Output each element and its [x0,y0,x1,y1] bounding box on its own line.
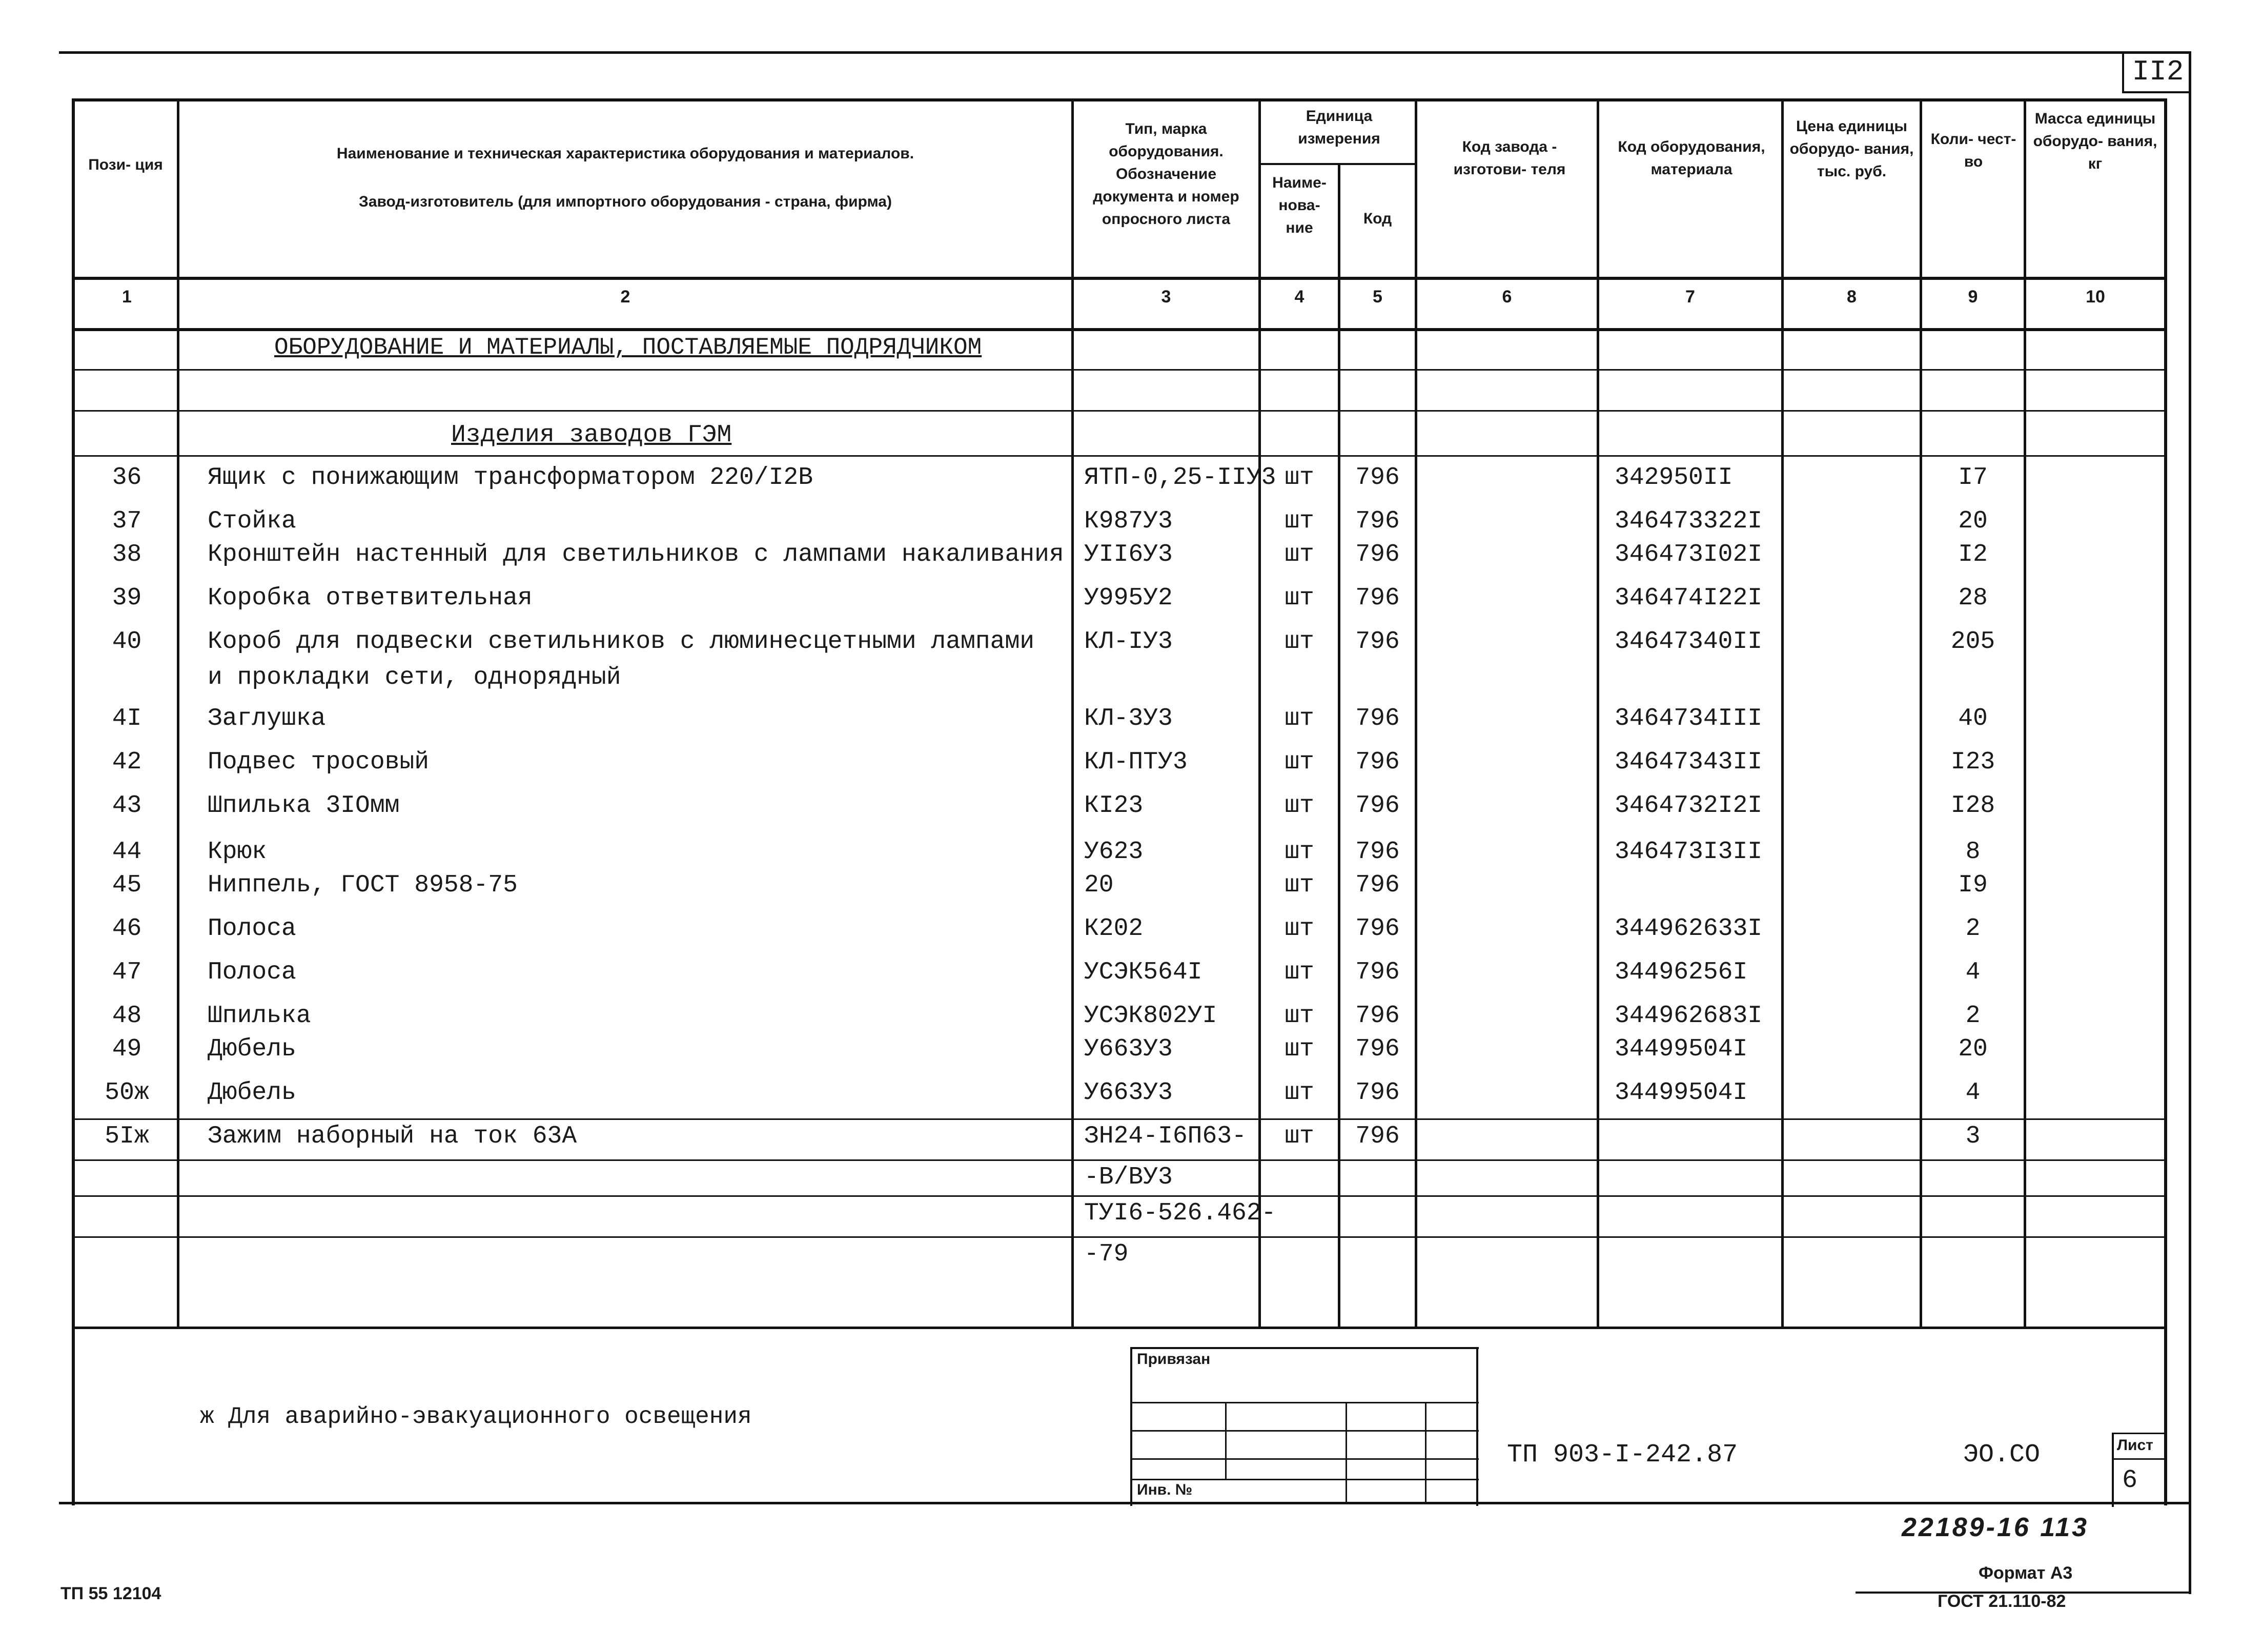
cell-unit-code: 796 [1355,541,1400,568]
header-unit-name: Наиме- нова- ние [1272,174,1327,236]
cell-equip-code: 34496256I [1615,958,1748,986]
cell-unit-code: 796 [1355,584,1400,612]
colnum-1: 1 [122,287,132,307]
cell-name: Шпилька [208,1002,311,1030]
cell-qty: I2 [1958,541,1988,568]
cell-unit: шт [1285,748,1314,776]
cell-equip-code: 34647340II [1615,628,1763,656]
cell-unit: шт [1285,1079,1314,1107]
cell-unit-code: 796 [1355,628,1400,656]
cell-type: КI23 [1084,792,1144,820]
cell-name: Полоса [208,915,296,943]
cell-name: Дюбель [208,1035,296,1063]
cell-type: У623 [1084,838,1144,866]
cell-position: 47 [112,958,142,986]
page-number-box-left [2122,51,2124,92]
cell-position: 39 [112,584,142,612]
cell-unit: шт [1285,838,1314,866]
cell-qty: 2 [1965,1002,1981,1030]
colnum-10: 10 [2086,287,2105,307]
header-mass: Масса единицы оборудо- вания, кг [2033,110,2157,172]
header-factory-code: Код завода - изготови- теля [1453,138,1566,178]
gost-label: ГОСТ 21.110-82 [1938,1592,2066,1611]
cell-type: ЯТП-0,25-IIУ3 [1084,464,1276,492]
cell-unit: шт [1285,584,1314,612]
col-line-5 [1415,98,1417,1329]
stamp-left-line [1130,1347,1132,1506]
cell-equip-code: 34647343II [1615,748,1763,776]
cell-unit-code: 796 [1355,507,1400,535]
cell-qty: 20 [1958,507,1988,535]
cell-type: К987У3 [1084,507,1173,535]
stamp-col-line [1346,1402,1347,1504]
handwritten-number: 22189-16 113 [1902,1513,2089,1542]
stamp-col-line [1425,1402,1426,1504]
right-border-line [2189,51,2191,1594]
cell-qty: I9 [1958,871,1988,899]
cell-qty: 28 [1958,584,1988,612]
page-number: II2 [2132,55,2184,88]
cell-name: Ящик с понижающим трансформатором 220/I2В [208,464,813,492]
cell-unit: шт [1285,628,1314,656]
colnum-2: 2 [620,287,630,307]
cell-equip-code: 346474I22I [1615,584,1763,612]
cell-position: 48 [112,1002,142,1030]
cell-qty: 40 [1958,705,1988,732]
cell-equip-code: 34499504I [1615,1035,1748,1063]
cell-type: ЗН24-I6П63- [1084,1123,1247,1150]
sheet-box-left [2112,1433,2114,1507]
cell-position: 44 [112,838,142,866]
header-qty: Коли- чест- во [1930,131,2016,170]
cell-unit-code: 796 [1355,748,1400,776]
document-section: ЭО.СО [1963,1440,2041,1470]
cell-name: Коробка ответвительная [208,584,533,612]
cell-type: ТУI6-526.462- [1084,1199,1276,1227]
cell-unit: шт [1285,1035,1314,1063]
cell-position: 36 [112,464,142,492]
cell-name: Стойка [208,507,296,535]
cell-type: КЛ-ПТУ3 [1084,748,1188,776]
cell-unit-code: 796 [1355,464,1400,492]
cell-equip-code: 3464732I2I [1615,792,1763,820]
cell-unit: шт [1285,915,1314,943]
cell-position: 46 [112,915,142,943]
cell-position: 40 [112,628,142,656]
cell-type: К202 [1084,915,1144,943]
stamp-right-line [1476,1347,1478,1506]
cell-name: Полоса [208,958,296,986]
cell-unit: шт [1285,958,1314,986]
cell-unit: шт [1285,541,1314,568]
stamp-col-line [1225,1402,1227,1479]
sheet-box-top [2112,1433,2166,1434]
header-unit-group: Единица измерения [1298,108,1380,147]
cell-position: 37 [112,507,142,535]
row-line [72,1118,2166,1120]
stamp-top-line [1130,1347,1479,1349]
cell-qty: 4 [1965,1079,1981,1107]
bottom-left-code: ТП 55 12104 [60,1584,161,1603]
colnum-6: 6 [1502,287,1512,307]
stamp-line [1130,1430,1479,1432]
cell-type: У663У3 [1084,1079,1173,1107]
header-name-line1: Наименование и техническая характеристика оборудования и материалов. [336,145,914,162]
cell-unit: шт [1285,705,1314,732]
cell-qty: 20 [1958,1035,1988,1063]
cell-equip-code: 346473I02I [1615,541,1763,568]
cell-unit: шт [1285,792,1314,820]
cell-type: У663У3 [1084,1035,1173,1063]
stamp-line [1130,1458,1479,1460]
header-bottom-line [72,277,2166,280]
subsection-title: Изделия заводов ГЭМ [451,421,732,449]
table-top-line [72,98,2166,101]
cell-name: Дюбель [208,1079,296,1107]
cell-qty: 4 [1965,958,1981,986]
cell-unit-code: 796 [1355,958,1400,986]
cell-unit: шт [1285,1002,1314,1030]
cell-unit-code: 796 [1355,871,1400,899]
cell-equip-code: 3464734III [1615,705,1763,732]
colnum-bottom-line [72,328,2166,331]
stamp-line [1130,1402,1479,1403]
col-line-7 [1781,98,1784,1329]
cell-equip-code: 342950II [1615,464,1733,492]
cell-type: -79 [1084,1240,1129,1268]
cell-position: 50ж [105,1079,149,1107]
row-line [72,1195,2166,1197]
colnum-3: 3 [1161,287,1171,307]
section-title: ОБОРУДОВАНИЕ И МАТЕРИАЛЫ, ПОСТАВЛЯЕМЫЕ ПОДРЯДЧИКОМ [274,334,982,361]
colnum-4: 4 [1294,287,1305,307]
header-price: Цена единицы оборудо- вания, тыс. руб. [1789,118,1914,180]
header-position: Пози- ция [88,156,163,173]
cell-type: УСЭК802УI [1084,1002,1217,1030]
unit-group-divider [1258,163,1417,165]
cell-type: КЛ-IУ3 [1084,628,1173,656]
cell-unit-code: 796 [1355,1035,1400,1063]
stamp-inv-label: Инв. № [1137,1481,1193,1498]
cell-position: 45 [112,871,142,899]
cell-type: УII6У3 [1084,541,1173,568]
top-border-line [59,51,2191,54]
cell-name: Заглушка [208,705,326,732]
cell-qty: 205 [1950,628,1995,656]
sheet-box-mid [2112,1458,2166,1460]
cell-name: Кронштейн настенный для светильников с лампами накаливания [208,541,1064,568]
cell-type: -В/ВУ3 [1084,1164,1173,1191]
cell-type: КЛ-3У3 [1084,705,1173,732]
sheet-number: 6 [2122,1466,2138,1495]
col-line-1 [177,98,179,1329]
cell-qty: I28 [1950,792,1995,820]
cell-name: Ниппель, ГОСТ 8958-75 [208,871,518,899]
cell-unit: шт [1285,464,1314,492]
cell-name: Шпилька 3IОмм [208,792,400,820]
cell-qty: I23 [1950,748,1995,776]
row-line [72,410,2166,412]
cell-name: Крюк [208,838,267,866]
col-line-9 [2024,98,2026,1329]
cell-equip-code: 34499504I [1615,1079,1748,1107]
cell-position: 5Iж [105,1123,149,1150]
row-line [72,1236,2166,1238]
row-line [72,369,2166,371]
colnum-5: 5 [1373,287,1382,307]
header-unit-code: Код [1363,210,1392,227]
row-line [72,455,2166,457]
header-equip-code: Код оборудования, материала [1618,138,1765,178]
cell-equip-code: 344962633I [1615,915,1763,943]
cell-unit: шт [1285,507,1314,535]
colnum-8: 8 [1847,287,1857,307]
page-number-box-bottom [2122,91,2191,93]
cell-type: У995У2 [1084,584,1173,612]
cell-position: 43 [112,792,142,820]
cell-unit: шт [1285,871,1314,899]
table-body-bottom-line [72,1327,2166,1329]
footnote: ж Для аварийно-эвакуационного освещения [200,1403,752,1430]
sheet-label: Лист [2117,1437,2153,1454]
format-label: Формат А3 [1979,1563,2073,1583]
cell-position: 38 [112,541,142,568]
cell-equip-code: 346473I3II [1615,838,1763,866]
cell-position: 42 [112,748,142,776]
cell-unit-code: 796 [1355,1123,1400,1150]
cell-unit-code: 796 [1355,1079,1400,1107]
stamp-line [1130,1479,1479,1480]
cell-type: УСЭК564I [1084,958,1202,986]
stamp-privyazan-label: Привязан [1137,1351,1211,1368]
column-numbers-row [0,287,2242,318]
cell-type: 20 [1084,871,1114,899]
cell-unit-code: 796 [1355,705,1400,732]
cell-unit: шт [1285,1123,1314,1150]
cell-unit-code: 796 [1355,1002,1400,1030]
cell-position: 49 [112,1035,142,1063]
cell-equip-code: 346473322I [1615,507,1763,535]
cell-name: и прокладки сети, однорядный [208,664,621,691]
colnum-7: 7 [1685,287,1695,307]
col-line-4 [1338,164,1340,1329]
cell-name: Короб для подвески светильников с люминесцетными лампами [208,628,1035,656]
cell-unit-code: 796 [1355,838,1400,866]
cell-qty: 8 [1965,838,1981,866]
cell-equip-code: 344962683I [1615,1002,1763,1030]
cell-qty: I7 [1958,464,1988,492]
cell-qty: 2 [1965,915,1981,943]
row-line [72,1159,2166,1161]
cell-name: Подвес тросовый [208,748,430,776]
cell-unit-code: 796 [1355,915,1400,943]
document-code: ТП 903-I-242.87 [1507,1440,1738,1470]
cell-qty: 3 [1965,1123,1981,1150]
header-name-line2: Завод-изготовитель (для импортного оборудования - страна, фирма) [359,193,892,210]
col-line-6 [1597,98,1599,1329]
colnum-9: 9 [1968,287,1978,307]
cell-unit-code: 796 [1355,792,1400,820]
col-line-2 [1071,98,1074,1329]
lower-frame-line [59,1502,2189,1504]
cell-position: 4I [112,705,142,732]
header-type: Тип, марка оборудования. Обозначение документа и номер опросного листа [1093,120,1239,228]
cell-name: Зажим наборный на ток 63А [208,1123,577,1150]
